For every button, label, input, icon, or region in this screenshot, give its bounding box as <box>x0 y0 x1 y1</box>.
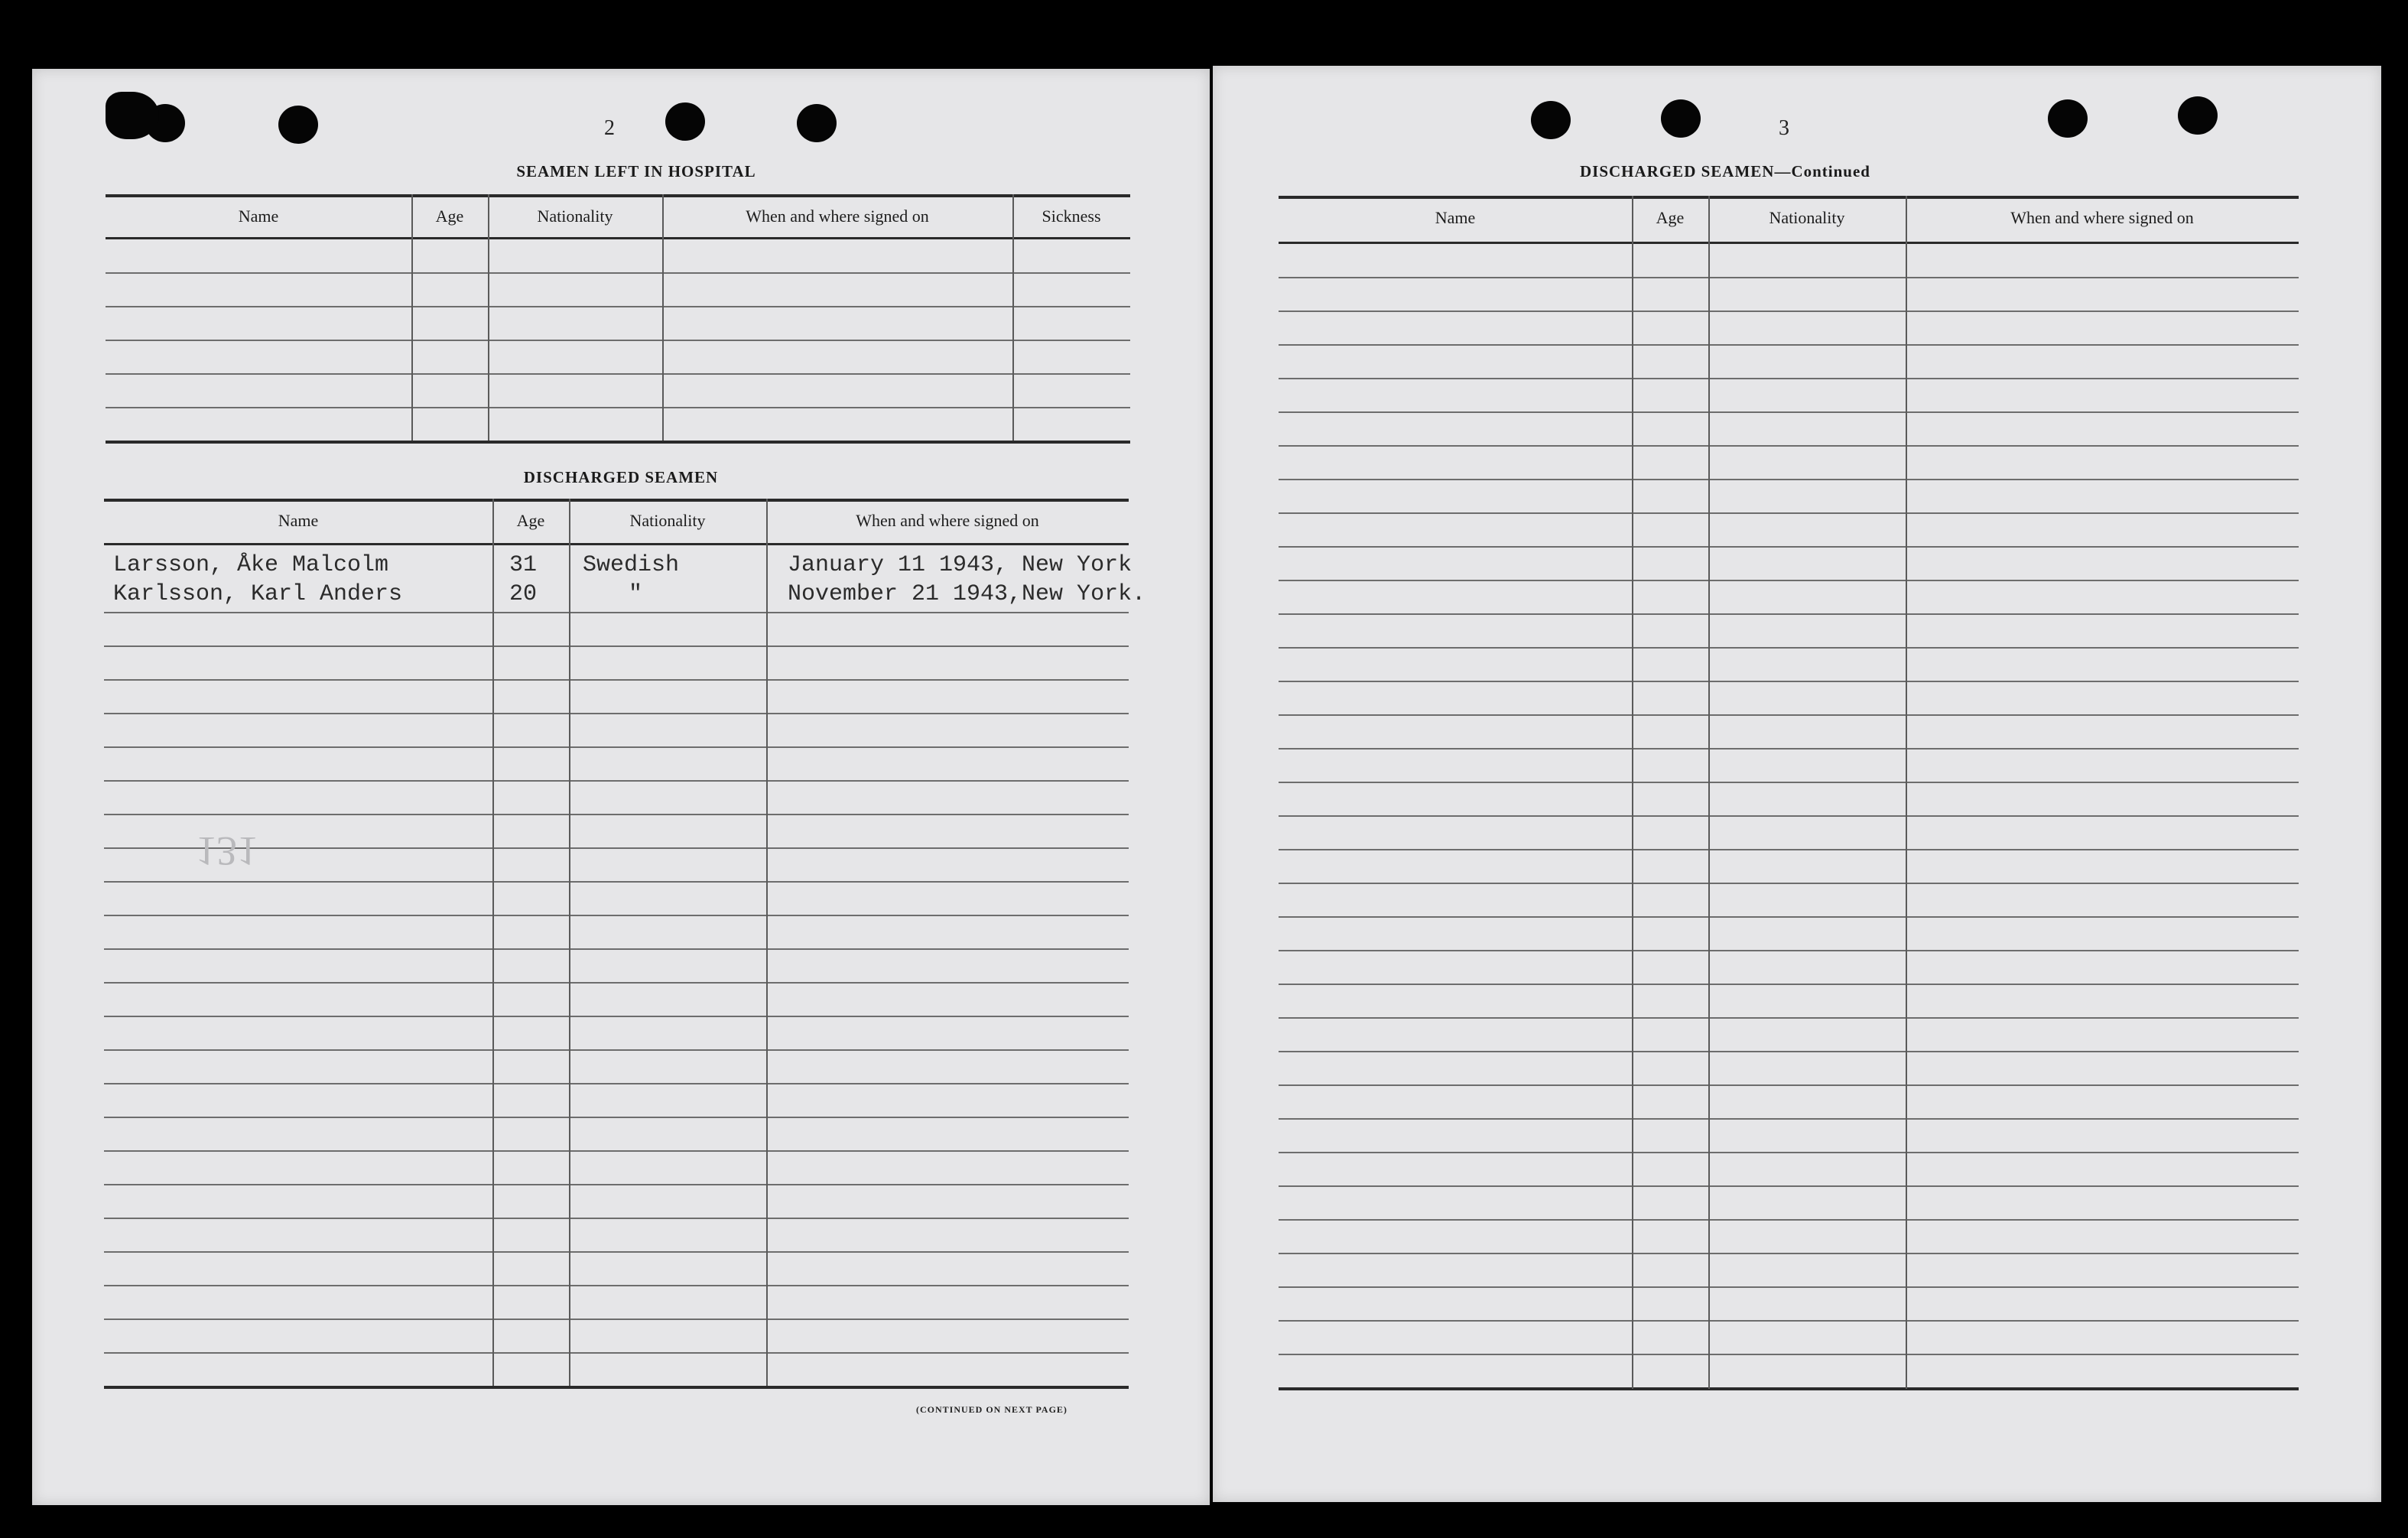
column-header-age: Age <box>435 206 464 226</box>
page-number: 3 <box>1779 116 1789 140</box>
column-header-signed-on: When and where signed on <box>2010 208 2194 227</box>
column-header-nationality: Nationality <box>1769 208 1845 227</box>
table-row-age: 20 <box>509 581 538 607</box>
table-row-signed-on: November 21 1943,New York. <box>788 581 1146 607</box>
punch-hole <box>1531 101 1571 139</box>
table-row-name: Karlsson, Karl Anders <box>113 581 403 607</box>
discharged-section-title: DISCHARGED SEAMEN <box>523 468 719 486</box>
table-row-nationality: " <box>629 581 643 607</box>
column-header-nationality: Nationality <box>629 511 706 530</box>
table-row-nationality: Swedish <box>583 552 680 578</box>
table-row-age: 31 <box>509 552 538 578</box>
column-header-name: Name <box>278 511 319 530</box>
right-page <box>1213 66 2381 1502</box>
column-header-nationality: Nationality <box>537 206 613 226</box>
punch-hole <box>106 92 159 139</box>
column-header-name: Name <box>238 206 279 226</box>
continued-note: (CONTINUED ON NEXT PAGE) <box>916 1404 1068 1415</box>
column-header-signed-on: When and where signed on <box>856 511 1039 530</box>
column-header-signed-on: When and where signed on <box>746 206 929 226</box>
punch-hole <box>2178 96 2218 135</box>
left-page <box>32 69 1210 1505</box>
page-number: 2 <box>604 116 615 140</box>
table-row-signed-on: January 11 1943, New York <box>788 552 1133 578</box>
table-row-name: Larsson, Åke Malcolm <box>113 552 389 578</box>
punch-hole <box>797 104 837 142</box>
column-header-age: Age <box>516 511 545 530</box>
column-header-age: Age <box>1656 208 1685 227</box>
punch-hole <box>278 106 318 144</box>
punch-hole <box>665 102 705 141</box>
punch-hole <box>2048 99 2088 138</box>
column-header-sickness: Sickness <box>1042 206 1101 226</box>
discharged-continued-table <box>1279 196 2299 1404</box>
hospital-table <box>106 194 1130 451</box>
column-header-name: Name <box>1435 208 1476 227</box>
punch-hole <box>1661 99 1701 138</box>
hospital-section-title: SEAMEN LEFT IN HOSPITAL <box>516 162 756 180</box>
discharged-table <box>104 499 1146 1401</box>
discharged-continued-title: DISCHARGED SEAMEN—Continued <box>1580 162 1870 180</box>
faint-stamp-number: 131 <box>196 828 258 874</box>
